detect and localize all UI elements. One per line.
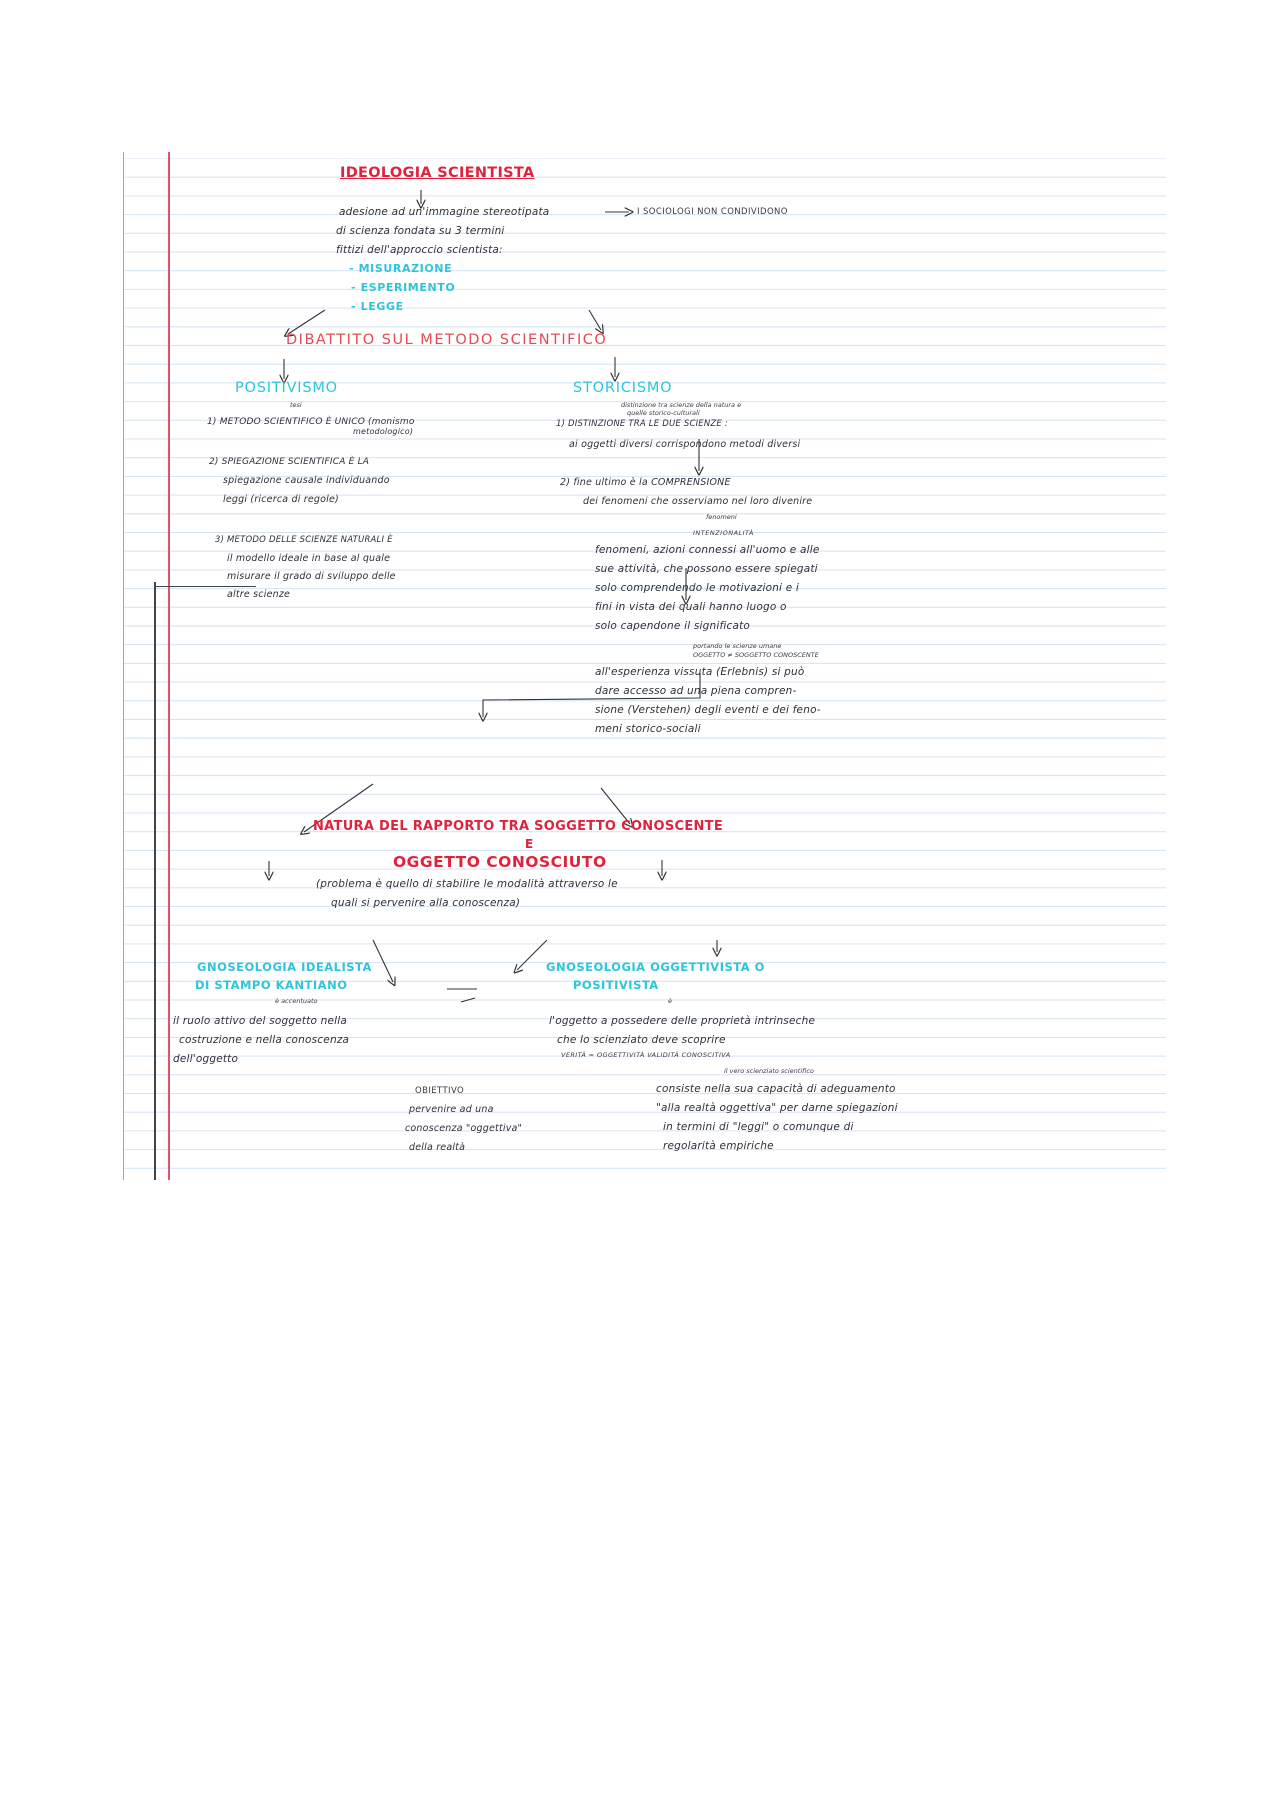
- storicismo-paragraph2: meni storico-sociali: [595, 723, 701, 735]
- margin-line: [168, 152, 170, 1180]
- oggettivista-heading: GNOSEOLOGIA OGGETTIVISTA O: [546, 960, 765, 974]
- idealista-arrow-note: è accentuato: [275, 997, 318, 1005]
- positivismo-point: altre scienze: [227, 589, 291, 600]
- storicismo-paragraph: fenomeni, azioni connessi all'uomo e alle: [595, 544, 820, 556]
- verita-line: VERITÀ = OGGETTIVITÀ VALIDITÀ CONOSCITIVA: [561, 1051, 731, 1059]
- oggettivista-heading: POSITIVISTA: [573, 978, 659, 992]
- oggettivista-arrow-note: è: [668, 997, 672, 1005]
- binding-line: [154, 582, 156, 1180]
- storicismo-note2: portando le scienze umane: [693, 642, 782, 650]
- bullet-misurazione: - MISURAZIONE: [349, 262, 453, 275]
- positivismo-point: spiegazione causale individuando: [223, 475, 390, 486]
- storicismo-point: ai oggetti diversi corrispondono metodi diversi: [569, 439, 801, 450]
- oggettivista-text2: regolarità empiriche: [663, 1140, 774, 1152]
- idealista-heading: GNOSEOLOGIA IDEALISTA: [197, 960, 372, 974]
- positivismo-point: leggi (ricerca di regole): [223, 494, 339, 505]
- oggettivista-text: che lo scienziato deve scoprire: [557, 1034, 726, 1046]
- bullet-label: MISURAZIONE: [358, 262, 453, 275]
- intro-line: di scienza fondata su 3 termini: [336, 225, 505, 237]
- branch-note: fenomeni: [706, 513, 737, 521]
- natura-heading-2: OGGETTO CONOSCIUTO: [393, 853, 607, 871]
- bullet-legge: - LEGGE: [351, 300, 404, 313]
- intenzionalita-label: INTENZIONALITÀ: [693, 529, 754, 537]
- arrow-to-positivismo: [288, 310, 325, 334]
- storicismo-point: 2) fine ultimo è la COMPRENSIONE: [560, 477, 731, 488]
- bullet-label: ESPERIMENTO: [360, 281, 456, 294]
- positivismo-point: 2) SPIEGAZIONE SCIENTIFICA È LA: [209, 457, 370, 467]
- positivismo-point: metodologico): [353, 427, 414, 436]
- natura-note: (problema è quello di stabilire le modalità attraverso le: [316, 878, 618, 890]
- bullet-esperimento: - ESPERIMENTO: [351, 281, 456, 294]
- natura-e: E: [525, 837, 534, 851]
- intro-line: fittizi dell'approccio scientista:: [336, 244, 503, 256]
- oggettivista-text2: consiste nella sua capacità di adeguamento: [656, 1083, 896, 1095]
- underline-oggettiva: [461, 998, 475, 1002]
- arrow-to-storicismo: [589, 310, 601, 330]
- obiettivo-heading: OBIETTIVO: [415, 1086, 465, 1096]
- storicismo-heading: STORICISMO: [573, 380, 673, 396]
- idealista-heading: DI STAMPO KANTIANO: [195, 978, 348, 992]
- sociologi-note: I SOCIOLOGI NON CONDIVIDONO: [637, 207, 788, 217]
- obiettivo-text: pervenire ad una: [409, 1104, 494, 1115]
- notebook-page: [123, 152, 1166, 1180]
- obiettivo-text: della realtà: [409, 1142, 466, 1153]
- storicismo-point: dei fenomeni che osserviamo nel loro divenire: [583, 496, 813, 507]
- page-edge: [123, 152, 124, 1180]
- obiettivo-text: conoscenza "oggettiva": [405, 1123, 523, 1134]
- bullet-label: LEGGE: [360, 300, 404, 313]
- storicismo-paragraph: solo comprendendo le motivazioni e i: [595, 582, 800, 594]
- oggettivista-note: il vero scienziato scientifico: [724, 1067, 814, 1075]
- oggettivista-text2: in termini di "leggi" o comunque di: [663, 1121, 854, 1133]
- storicismo-paragraph2: sione (Verstehen) degli eventi e dei feno-: [595, 704, 821, 716]
- storicismo-arrow-note: distinzione tra scienze della natura e: [621, 401, 742, 409]
- storicismo-paragraph: solo capendone il significato: [595, 620, 751, 632]
- natura-heading: NATURA DEL RAPPORTO TRA SOGGETTO CONOSCENTE: [313, 819, 724, 834]
- binding-tick: [154, 586, 256, 587]
- storicismo-point: 1) DISTINZIONE TRA LE DUE SCIENZE :: [556, 419, 728, 429]
- storicismo-paragraph2: all'esperienza vissuta (Erlebnis) si può: [595, 666, 805, 678]
- idealista-text: costruzione e nella conoscenza: [179, 1034, 350, 1046]
- intro-line: adesione ad un'immagine stereotipata: [339, 206, 550, 218]
- arrow-oggettivista-to-obiettivo: [517, 940, 547, 970]
- dibattito-heading: DIBATTITO SUL METODO SCIENTIFICO: [286, 332, 608, 348]
- storicismo-paragraph2: dare accesso ad una piena compren-: [595, 685, 797, 697]
- positivismo-arrow-note: tesi: [290, 401, 302, 409]
- arrow-idealista-to-obiettivo: [373, 940, 393, 982]
- oggettivista-text2: "alla realtà oggettiva" per darne spiegazioni: [656, 1102, 898, 1114]
- positivismo-point: misurare il grado di sviluppo delle: [227, 571, 396, 582]
- storicismo-arrow-note: quelle storico-culturali: [627, 409, 700, 417]
- oggettivista-text: l'oggetto a possedere delle proprietà intrinseche: [549, 1015, 816, 1027]
- idealista-text: il ruolo attivo del soggetto nella: [173, 1015, 348, 1027]
- storicismo-paragraph: sue attività, che possono essere spiegati: [595, 563, 818, 575]
- positivismo-point: il modello ideale in base al quale: [227, 553, 391, 564]
- page-title: IDEOLOGIA SCIENTISTA: [340, 165, 535, 181]
- positivismo-heading: POSITIVISMO: [235, 380, 338, 396]
- storicismo-note2: OGGETTO ≠ SOGGETTO CONOSCENTE: [693, 651, 819, 659]
- positivismo-point: 1) METODO SCIENTIFICO È UNICO (monismo: [207, 417, 415, 427]
- natura-note: quali si pervenire alla conoscenza): [331, 897, 521, 909]
- positivismo-point: 3) METODO DELLE SCIENZE NATURALI È: [215, 535, 393, 545]
- idealista-text: dell'oggetto: [173, 1053, 239, 1065]
- storicismo-paragraph: fini in vista dei quali hanno luogo o: [595, 601, 787, 613]
